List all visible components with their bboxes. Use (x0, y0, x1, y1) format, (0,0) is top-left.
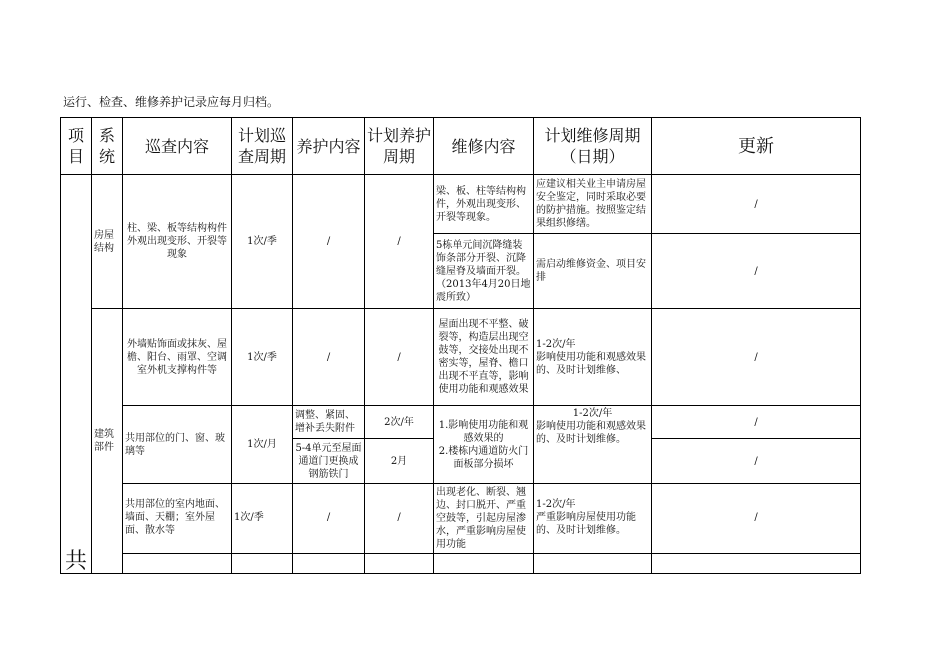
maint-cycle-cell: 2月 (365, 439, 434, 484)
table-row (61, 309, 861, 406)
header-patrol-cycle: 计划巡查周期 (232, 118, 293, 175)
patrol-cycle-cell: 1次/季 (232, 484, 293, 554)
repair-content-cell: 屋面出现不平整、破裂等，构造层出现空鼓等，交接处出现不密实等，屋脊、檐口出现不平直等，影响使用功能和观感效果 (434, 309, 534, 406)
header-maint-cycle: 计划养护周期 (365, 118, 434, 175)
maint-cycle-cell: 2次/年 (365, 406, 434, 439)
update-cell[interactable]: / (652, 309, 861, 406)
item-cell: 共 (61, 175, 92, 574)
update-cell[interactable]: / (652, 234, 861, 309)
patrol-cycle-cell: 1次/季 (232, 309, 293, 406)
repair-content-cell: 5栋单元间沉降缝装饰条部分开裂、沉降缝屋脊及墙面开裂。（2013年4月20日地震所致） (434, 234, 534, 309)
maint-content-cell: / (293, 484, 365, 554)
patrol-cycle-cell: 1次/季 (232, 175, 293, 309)
patrol-content-cell: 外墙贴饰面或抹灰、屋檐、阳台、雨罩、空调室外机支撑构件等 (123, 309, 232, 406)
maint-cycle-cell: / (365, 175, 434, 309)
patrol-cycle-cell: 1次/月 (232, 406, 293, 484)
update-cell[interactable]: / (652, 175, 861, 234)
repair-content-cell: 梁、板、柱等结构构件，外观出现变形、开裂等现象。 (434, 175, 534, 234)
table-row (61, 484, 861, 554)
header-system: 系统 (92, 118, 123, 175)
header-item: 项目 (61, 118, 92, 175)
update-cell[interactable]: / (652, 484, 861, 554)
repair-cycle-cell: 1-2次/年 影响使用功能和观感效果的、及时计划维修、 (534, 309, 652, 406)
header-repair-content: 维修内容 (434, 118, 534, 175)
system-cell: 建筑部件 (92, 309, 123, 574)
repair-content-cell: 1.影响使用功能和观感效果的 2.楼栋内通道防火门面板部分损坏 (434, 406, 534, 484)
patrol-content-cell: 共用部位的室内地面、墙面、天棚；室外屋面、散水等 (123, 484, 232, 554)
update-cell[interactable]: / (652, 439, 861, 484)
table-row (61, 175, 861, 234)
table-row-overflow (61, 554, 861, 574)
table-row (61, 406, 861, 420)
patrol-content-cell: 共用部位的门、窗、玻璃等 (123, 406, 232, 484)
maint-content-cell: 5-4单元至屋面通道门更换成钢筋铁门 (293, 439, 365, 484)
maintenance-plan-sheet (60, 117, 860, 574)
update-cell[interactable]: / (652, 406, 861, 439)
archive-note: 运行、检查、维修养护记录应每月归档。 (63, 95, 280, 109)
header-repair-cycle: 计划维修周期（日期） (534, 118, 652, 175)
maint-content-cell: / (293, 309, 365, 406)
patrol-content-cell: 柱、梁、板等结构构件外观出现变形、开裂等现象 (123, 175, 232, 309)
maint-content-cell: 调整、紧固、增补丢失附件 (293, 406, 365, 439)
repair-cycle-cell: 应建议相关业主申请房屋安全鉴定，同时采取必要的防护措施。按照鉴定结果组织修缮。 (534, 175, 652, 234)
system-cell: 房屋结构 (92, 175, 123, 309)
repair-cycle-cell: 需启动维修资金、项目安排 (534, 234, 652, 309)
repair-cycle-cell: 1-2次/年 (534, 406, 652, 420)
maint-cycle-cell: / (365, 309, 434, 406)
repair-content-cell: 出现老化、断裂、翘边、封口脱开、严重空鼓等，引起房屋渗水，严重影响房屋使用功能 (434, 484, 534, 554)
maint-cycle-cell: / (365, 484, 434, 554)
maintenance-plan-table (60, 117, 861, 574)
maint-content-cell: / (293, 175, 365, 309)
header-update: 更新 (652, 118, 861, 175)
header-row (61, 118, 861, 175)
repair-cycle-cell: 1-2次/年 严重影响房屋使用功能的、及时计划维修。 (534, 484, 652, 554)
header-patrol-content: 巡查内容 (123, 118, 232, 175)
header-maint-content: 养护内容 (293, 118, 365, 175)
repair-cycle-cell: 影响使用功能和观感效果的、及时计划维修。 (534, 420, 652, 484)
